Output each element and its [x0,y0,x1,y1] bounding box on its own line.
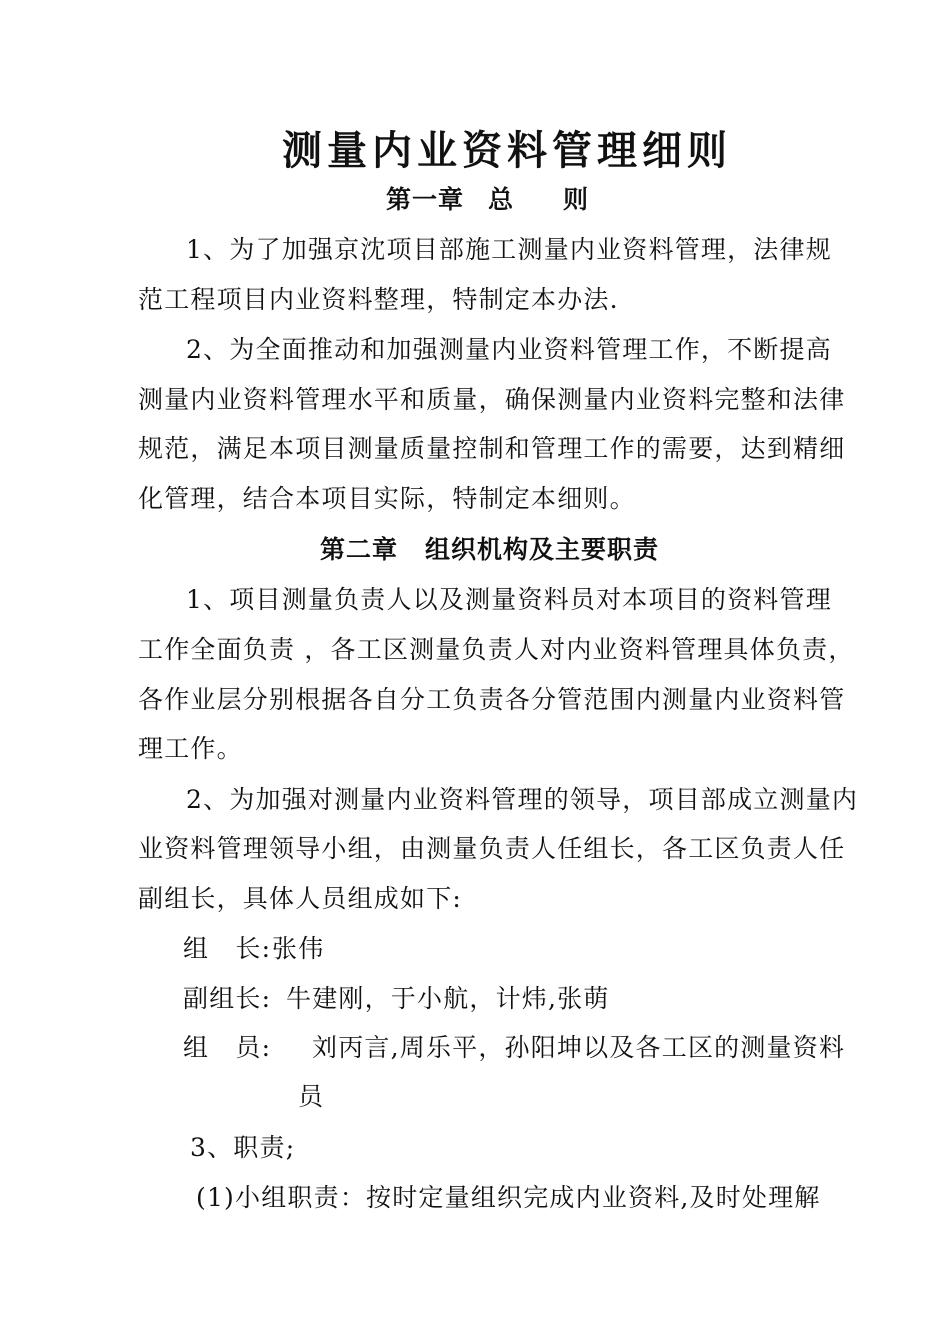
leader-label: 组 长: [183,934,272,963]
paragraph-line: 各作业层分别根据各自分工负责各分管范围内测量内业资料管 [138,685,846,714]
paragraph-line: 3、职责; [190,1133,296,1162]
paragraph-line: (1)小组职责：按时定量组织完成内业资料,及时处理解 [196,1183,821,1212]
deputy-value: 牛建刚，于小航，计炜,张萌 [286,984,610,1013]
chapter2-heading-number: 第二章 [320,535,399,564]
paragraph-line: 2、为加强对测量内业资料管理的领导，项目部成立测量内 [186,785,859,814]
paragraph-line: 范工程项目内业资料整理，特制定本办法. [138,285,619,314]
member-value: 刘丙言,周乐平，孙阳坤以及各工区的测量资料 [312,1033,846,1062]
paragraph-line: 理工作。 [138,734,243,763]
chapter2-heading-title: 组织机构及主要职责 [425,535,660,564]
paragraph-line: 1、项目测量负责人以及测量资料员对本项目的资料管理 [186,585,832,614]
paragraph-line: 工作全面负责 ，各工区测量负责人对内业资料管理具体负责， [138,635,855,664]
chapter1-heading-word1: 总 [488,185,515,214]
paragraph-line: 1、为了加强京沈项目部施工测量内业资料管理，法律规 [186,235,832,264]
paragraph-line: 业资料管理领导小组，由测量负责人任组长，各工区负责人任 [138,834,846,863]
leader-value: 张伟 [272,934,325,963]
document-title: 测量内业资料管理细则 [282,127,732,174]
paragraph-line: 规范，满足本项目测量质量控制和管理工作的需要，达到精细 [138,434,846,463]
paragraph-line: 副组长，具体人员组成如下: [138,884,463,913]
member-value-cont: 员 [298,1082,325,1111]
paragraph-line: 测量内业资料管理水平和质量，确保测量内业资料完整和法律 [138,385,846,414]
member-label: 组 员: [183,1033,272,1062]
deputy-label: 副组长: [183,984,272,1013]
chapter1-heading-number: 第一章 [386,185,465,214]
paragraph-line: 化管理，结合本项目实际，特制定本细则。 [138,484,636,513]
paragraph-line: 2、为全面推动和加强测量内业资料管理工作，不断提高 [186,335,832,364]
chapter1-heading-word2: 则 [563,185,590,214]
